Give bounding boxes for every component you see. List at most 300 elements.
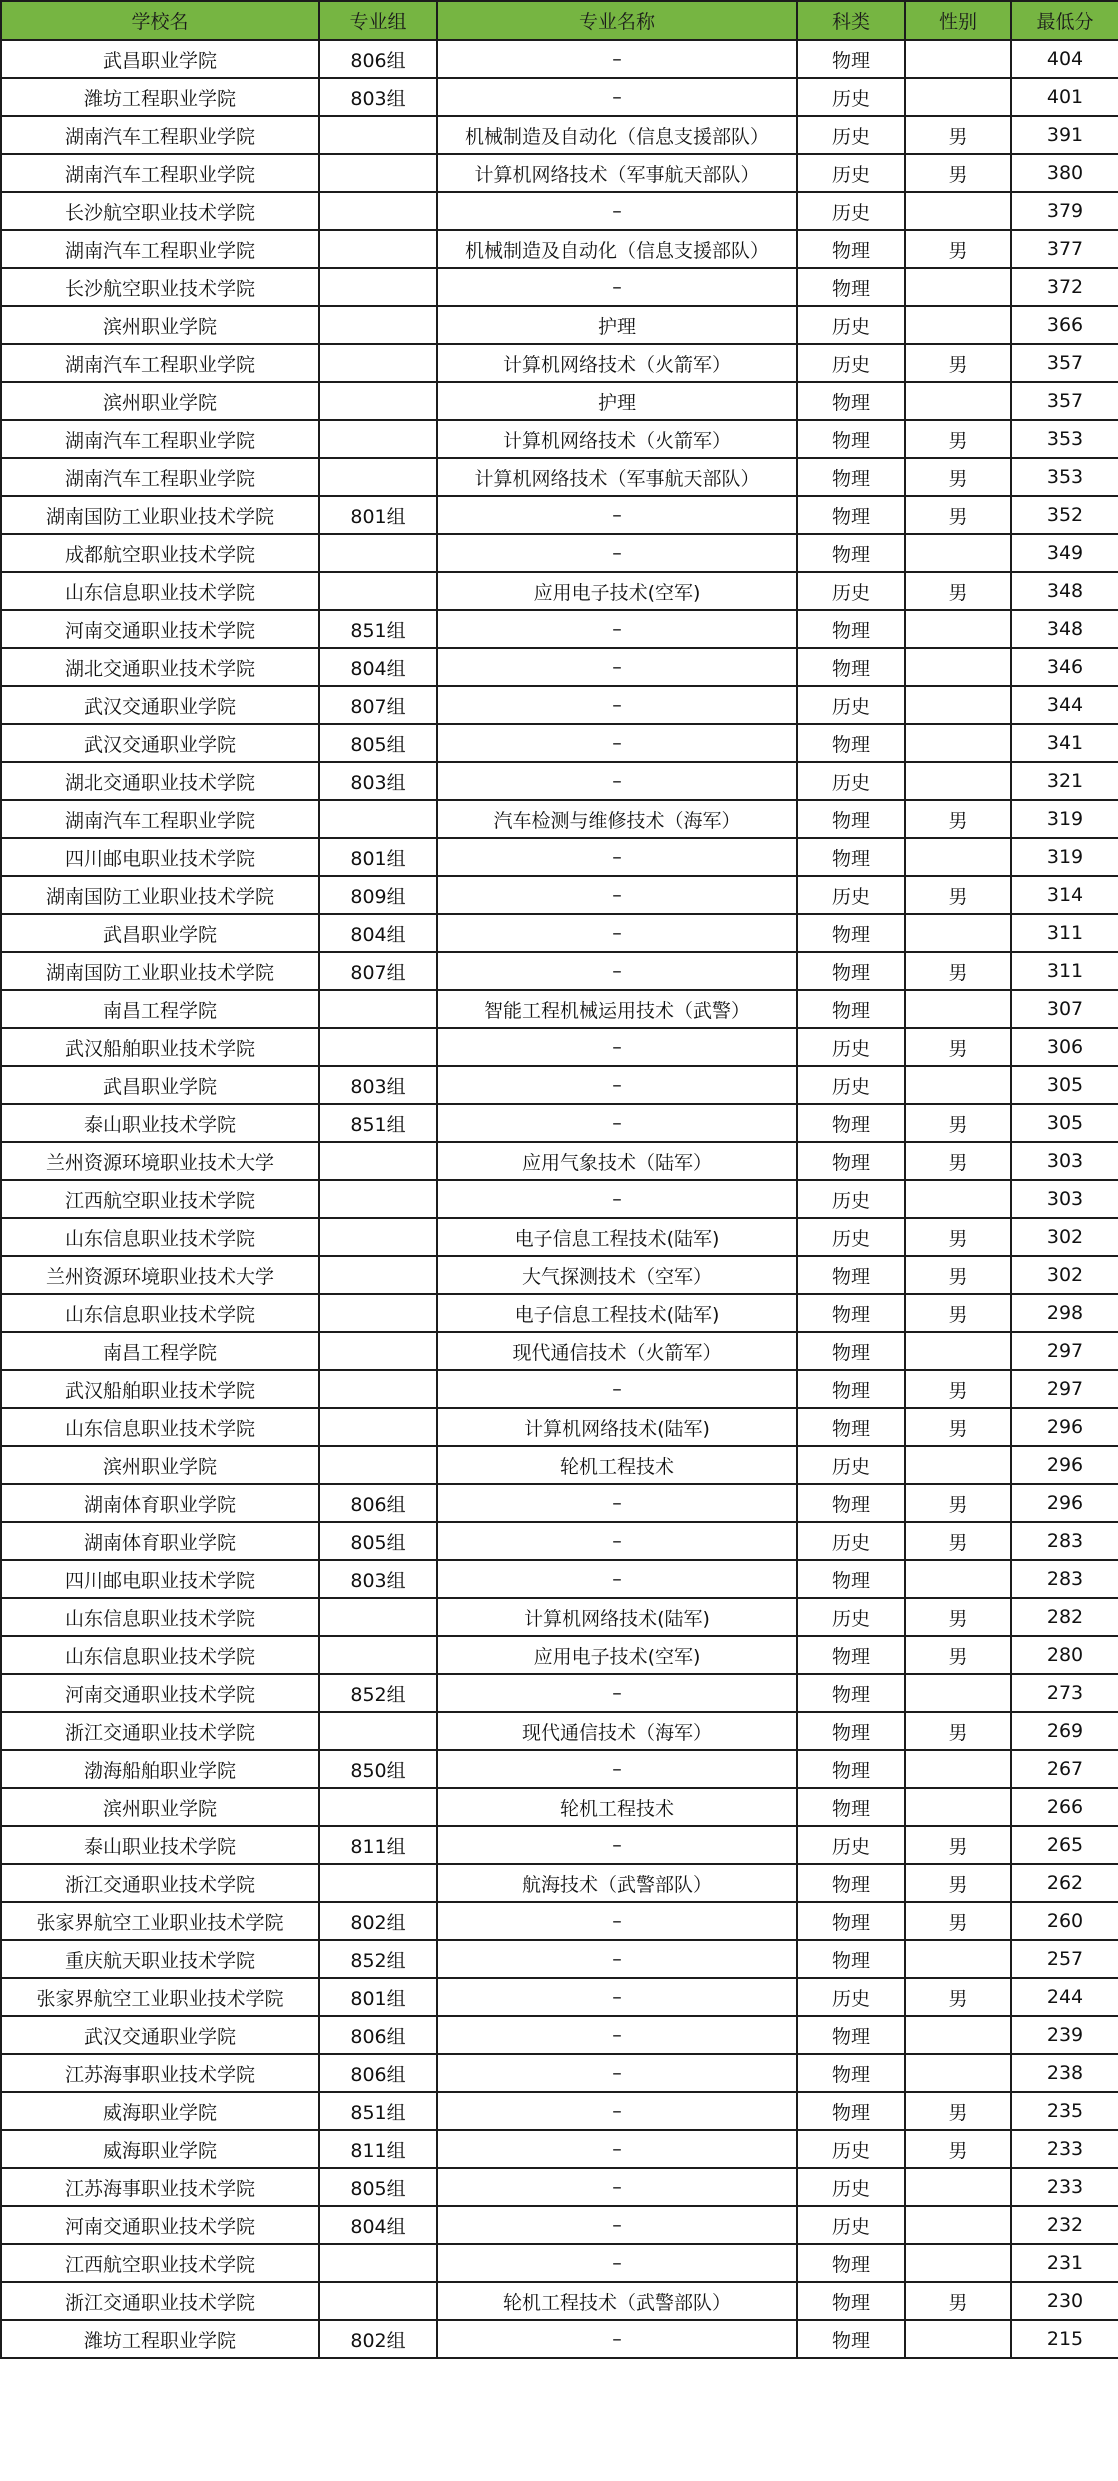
major-group-cell: 806组	[319, 1484, 437, 1522]
major-name-cell: 大气探测技术（空军）	[437, 1256, 797, 1294]
major-name-cell: 应用电子技术(空军)	[437, 572, 797, 610]
table-row	[1, 724, 1118, 762]
major-group-cell: 801组	[319, 838, 437, 876]
major-group-cell: 802组	[319, 1902, 437, 1940]
table-row	[1, 1104, 1118, 1142]
major-name-cell: 现代通信技术（火箭军）	[437, 1332, 797, 1370]
gender-cell: 男	[905, 1028, 1011, 1066]
major-group-cell: 851组	[319, 1104, 437, 1142]
major-name-cell: 计算机网络技术（火箭军）	[437, 344, 797, 382]
min-score-cell: 346	[1011, 648, 1118, 686]
table-row	[1, 382, 1118, 420]
school-name-cell: 武汉交通职业学院	[1, 686, 319, 724]
school-name-cell: 山东信息职业技术学院	[1, 1408, 319, 1446]
major-name-cell: 电子信息工程技术(陆军)	[437, 1218, 797, 1256]
school-name-cell: 江苏海事职业技术学院	[1, 2168, 319, 2206]
subject-category-cell: 物理	[797, 1864, 905, 1902]
gender-cell	[905, 838, 1011, 876]
min-score-cell: 348	[1011, 610, 1118, 648]
subject-category-cell: 物理	[797, 40, 905, 78]
gender-cell: 男	[905, 1256, 1011, 1294]
major-group-cell	[319, 382, 437, 420]
major-name-cell: –	[437, 268, 797, 306]
major-group-cell: 852组	[319, 1674, 437, 1712]
major-group-cell: 803组	[319, 78, 437, 116]
gender-cell	[905, 2016, 1011, 2054]
table-row	[1, 40, 1118, 78]
major-group-cell	[319, 306, 437, 344]
major-name-cell: 计算机网络技术（火箭军）	[437, 420, 797, 458]
major-group-cell: 809组	[319, 876, 437, 914]
table-row	[1, 1218, 1118, 1256]
subject-category-cell: 历史	[797, 2168, 905, 2206]
school-name-cell: 泰山职业技术学院	[1, 1104, 319, 1142]
gender-cell: 男	[905, 952, 1011, 990]
major-name-cell: 护理	[437, 306, 797, 344]
min-score-cell: 305	[1011, 1104, 1118, 1142]
major-group-cell	[319, 1142, 437, 1180]
major-group-cell	[319, 572, 437, 610]
subject-category-cell: 历史	[797, 1522, 905, 1560]
min-score-cell: 298	[1011, 1294, 1118, 1332]
table-row	[1, 2320, 1118, 2358]
major-group-cell	[319, 1218, 437, 1256]
min-score-cell: 233	[1011, 2168, 1118, 2206]
gender-cell: 男	[905, 2092, 1011, 2130]
subject-category-cell: 历史	[797, 306, 905, 344]
school-name-cell: 湖南汽车工程职业学院	[1, 458, 319, 496]
subject-category-cell: 物理	[797, 1370, 905, 1408]
major-name-cell: –	[437, 952, 797, 990]
major-name-cell: –	[437, 2016, 797, 2054]
subject-category-cell: 历史	[797, 2206, 905, 2244]
table-row	[1, 1028, 1118, 1066]
min-score-cell: 296	[1011, 1484, 1118, 1522]
gender-cell	[905, 686, 1011, 724]
major-group-cell	[319, 1332, 437, 1370]
min-score-cell: 297	[1011, 1370, 1118, 1408]
min-score-cell: 267	[1011, 1750, 1118, 1788]
table-row	[1, 1066, 1118, 1104]
table-row	[1, 1522, 1118, 1560]
subject-category-cell: 历史	[797, 1066, 905, 1104]
gender-cell: 男	[905, 876, 1011, 914]
major-name-cell: –	[437, 1370, 797, 1408]
major-group-cell: 803组	[319, 762, 437, 800]
table-row	[1, 496, 1118, 534]
gender-cell	[905, 1066, 1011, 1104]
gender-cell	[905, 1332, 1011, 1370]
gender-cell	[905, 1788, 1011, 1826]
header-major-name: 专业名称	[437, 1, 797, 40]
subject-category-cell: 物理	[797, 534, 905, 572]
min-score-cell: 311	[1011, 914, 1118, 952]
gender-cell: 男	[905, 344, 1011, 382]
table-row	[1, 1978, 1118, 2016]
school-name-cell: 张家界航空工业职业技术学院	[1, 1978, 319, 2016]
subject-category-cell: 历史	[797, 192, 905, 230]
min-score-cell: 401	[1011, 78, 1118, 116]
table-row	[1, 2054, 1118, 2092]
major-group-cell	[319, 2282, 437, 2320]
table-row	[1, 1940, 1118, 1978]
major-group-cell	[319, 1864, 437, 1902]
major-name-cell: –	[437, 2092, 797, 2130]
school-name-cell: 山东信息职业技术学院	[1, 1218, 319, 1256]
major-group-cell: 811组	[319, 2130, 437, 2168]
school-name-cell: 江西航空职业技术学院	[1, 2244, 319, 2282]
table-row	[1, 762, 1118, 800]
min-score-cell: 341	[1011, 724, 1118, 762]
min-score-cell: 232	[1011, 2206, 1118, 2244]
table-row	[1, 1902, 1118, 1940]
table-row	[1, 268, 1118, 306]
school-name-cell: 湖南汽车工程职业学院	[1, 230, 319, 268]
school-name-cell: 武昌职业学院	[1, 1066, 319, 1104]
table-row	[1, 800, 1118, 838]
major-name-cell: –	[437, 914, 797, 952]
major-group-cell: 806组	[319, 40, 437, 78]
subject-category-cell: 物理	[797, 1408, 905, 1446]
table-row	[1, 2092, 1118, 2130]
major-name-cell: –	[437, 1180, 797, 1218]
min-score-cell: 372	[1011, 268, 1118, 306]
subject-category-cell: 物理	[797, 1636, 905, 1674]
school-name-cell: 成都航空职业技术学院	[1, 534, 319, 572]
subject-category-cell: 物理	[797, 952, 905, 990]
school-name-cell: 湖南体育职业学院	[1, 1522, 319, 1560]
major-name-cell: –	[437, 2206, 797, 2244]
major-group-cell	[319, 1180, 437, 1218]
subject-category-cell: 历史	[797, 876, 905, 914]
major-group-cell	[319, 800, 437, 838]
major-name-cell: –	[437, 2168, 797, 2206]
major-group-cell	[319, 990, 437, 1028]
header-major-group: 专业组	[319, 1, 437, 40]
gender-cell	[905, 534, 1011, 572]
school-name-cell: 湖北交通职业技术学院	[1, 648, 319, 686]
min-score-cell: 283	[1011, 1560, 1118, 1598]
table-row	[1, 686, 1118, 724]
table-row	[1, 2244, 1118, 2282]
major-name-cell: –	[437, 1066, 797, 1104]
subject-category-cell: 物理	[797, 914, 905, 952]
major-group-cell: 807组	[319, 686, 437, 724]
major-name-cell: 汽车检测与维修技术（海军）	[437, 800, 797, 838]
school-name-cell: 威海职业学院	[1, 2130, 319, 2168]
major-name-cell: –	[437, 78, 797, 116]
school-name-cell: 山东信息职业技术学院	[1, 572, 319, 610]
gender-cell: 男	[905, 1826, 1011, 1864]
major-group-cell	[319, 534, 437, 572]
school-name-cell: 滨州职业学院	[1, 1788, 319, 1826]
school-name-cell: 湖南汽车工程职业学院	[1, 116, 319, 154]
gender-cell: 男	[905, 1522, 1011, 1560]
table-row	[1, 230, 1118, 268]
subject-category-cell: 物理	[797, 1294, 905, 1332]
min-score-cell: 231	[1011, 2244, 1118, 2282]
gender-cell: 男	[905, 230, 1011, 268]
gender-cell	[905, 1750, 1011, 1788]
gender-cell: 男	[905, 1370, 1011, 1408]
min-score-cell: 379	[1011, 192, 1118, 230]
major-group-cell	[319, 230, 437, 268]
min-score-cell: 404	[1011, 40, 1118, 78]
subject-category-cell: 物理	[797, 1256, 905, 1294]
school-name-cell: 湖南汽车工程职业学院	[1, 344, 319, 382]
gender-cell	[905, 78, 1011, 116]
major-group-cell	[319, 1788, 437, 1826]
major-name-cell: –	[437, 2320, 797, 2358]
min-score-cell: 230	[1011, 2282, 1118, 2320]
subject-category-cell: 物理	[797, 1940, 905, 1978]
major-group-cell: 811组	[319, 1826, 437, 1864]
school-name-cell: 南昌工程学院	[1, 1332, 319, 1370]
min-score-cell: 357	[1011, 382, 1118, 420]
table-row	[1, 1408, 1118, 1446]
major-name-cell: 机械制造及自动化（信息支援部队）	[437, 230, 797, 268]
major-group-cell	[319, 1294, 437, 1332]
table-row	[1, 1636, 1118, 1674]
gender-cell: 男	[905, 1218, 1011, 1256]
subject-category-cell: 历史	[797, 1028, 905, 1066]
min-score-cell: 238	[1011, 2054, 1118, 2092]
min-score-cell: 244	[1011, 1978, 1118, 2016]
school-name-cell: 渤海船舶职业学院	[1, 1750, 319, 1788]
table-row	[1, 914, 1118, 952]
school-name-cell: 江苏海事职业技术学院	[1, 2054, 319, 2092]
min-score-cell: 262	[1011, 1864, 1118, 1902]
min-score-cell: 321	[1011, 762, 1118, 800]
table-row	[1, 534, 1118, 572]
subject-category-cell: 物理	[797, 496, 905, 534]
major-name-cell: –	[437, 1104, 797, 1142]
min-score-cell: 233	[1011, 2130, 1118, 2168]
major-name-cell: 计算机网络技术（军事航天部队）	[437, 154, 797, 192]
major-group-cell	[319, 1446, 437, 1484]
table-row	[1, 116, 1118, 154]
table-row	[1, 1864, 1118, 1902]
min-score-cell: 357	[1011, 344, 1118, 382]
major-group-cell	[319, 116, 437, 154]
school-name-cell: 湖南体育职业学院	[1, 1484, 319, 1522]
school-name-cell: 河南交通职业技术学院	[1, 1674, 319, 1712]
gender-cell	[905, 1940, 1011, 1978]
major-group-cell	[319, 1256, 437, 1294]
gender-cell	[905, 724, 1011, 762]
gender-cell: 男	[905, 800, 1011, 838]
major-name-cell: –	[437, 1940, 797, 1978]
table-row	[1, 2130, 1118, 2168]
header-school-name: 学校名	[1, 1, 319, 40]
subject-category-cell: 物理	[797, 2016, 905, 2054]
gender-cell	[905, 40, 1011, 78]
major-group-cell	[319, 2244, 437, 2282]
table-row	[1, 1788, 1118, 1826]
gender-cell	[905, 382, 1011, 420]
major-group-cell: 807组	[319, 952, 437, 990]
table-row	[1, 1598, 1118, 1636]
table-row	[1, 306, 1118, 344]
subject-category-cell: 物理	[797, 1674, 905, 1712]
gender-cell	[905, 2206, 1011, 2244]
major-group-cell: 801组	[319, 1978, 437, 2016]
school-name-cell: 山东信息职业技术学院	[1, 1598, 319, 1636]
gender-cell	[905, 192, 1011, 230]
subject-category-cell: 物理	[797, 610, 905, 648]
major-name-cell: –	[437, 1750, 797, 1788]
school-name-cell: 重庆航天职业技术学院	[1, 1940, 319, 1978]
subject-category-cell: 物理	[797, 724, 905, 762]
min-score-cell: 303	[1011, 1142, 1118, 1180]
gender-cell	[905, 914, 1011, 952]
major-name-cell: –	[437, 724, 797, 762]
gender-cell	[905, 2244, 1011, 2282]
gender-cell	[905, 2168, 1011, 2206]
min-score-cell: 235	[1011, 2092, 1118, 2130]
major-group-cell	[319, 458, 437, 496]
major-group-cell: 805组	[319, 2168, 437, 2206]
subject-category-cell: 物理	[797, 2320, 905, 2358]
subject-category-cell: 历史	[797, 1826, 905, 1864]
school-name-cell: 四川邮电职业技术学院	[1, 838, 319, 876]
min-score-cell: 307	[1011, 990, 1118, 1028]
gender-cell	[905, 1674, 1011, 1712]
min-score-cell: 265	[1011, 1826, 1118, 1864]
subject-category-cell: 历史	[797, 78, 905, 116]
major-name-cell: –	[437, 1826, 797, 1864]
major-name-cell: 智能工程机械运用技术（武警）	[437, 990, 797, 1028]
major-name-cell: –	[437, 2244, 797, 2282]
min-score-cell: 314	[1011, 876, 1118, 914]
major-group-cell	[319, 1712, 437, 1750]
min-score-cell: 296	[1011, 1446, 1118, 1484]
gender-cell	[905, 610, 1011, 648]
school-name-cell: 滨州职业学院	[1, 382, 319, 420]
header-min-score: 最低分	[1011, 1, 1118, 40]
gender-cell	[905, 2320, 1011, 2358]
subject-category-cell: 物理	[797, 458, 905, 496]
school-name-cell: 长沙航空职业技术学院	[1, 268, 319, 306]
min-score-cell: 353	[1011, 420, 1118, 458]
gender-cell	[905, 990, 1011, 1028]
subject-category-cell: 历史	[797, 116, 905, 154]
school-name-cell: 武汉船舶职业技术学院	[1, 1370, 319, 1408]
table-row	[1, 1674, 1118, 1712]
major-group-cell	[319, 192, 437, 230]
table-row	[1, 2016, 1118, 2054]
table-row	[1, 2206, 1118, 2244]
gender-cell: 男	[905, 1294, 1011, 1332]
table-row	[1, 1256, 1118, 1294]
table-row	[1, 344, 1118, 382]
subject-category-cell: 历史	[797, 1218, 905, 1256]
school-name-cell: 湖南汽车工程职业学院	[1, 154, 319, 192]
gender-cell: 男	[905, 572, 1011, 610]
major-name-cell: –	[437, 1978, 797, 2016]
school-name-cell: 湖北交通职业技术学院	[1, 762, 319, 800]
major-name-cell: –	[437, 1674, 797, 1712]
gender-cell	[905, 268, 1011, 306]
gender-cell	[905, 306, 1011, 344]
major-name-cell: –	[437, 1902, 797, 1940]
major-group-cell: 804组	[319, 648, 437, 686]
school-name-cell: 江西航空职业技术学院	[1, 1180, 319, 1218]
subject-category-cell: 物理	[797, 800, 905, 838]
min-score-cell: 349	[1011, 534, 1118, 572]
major-name-cell: 计算机网络技术（军事航天部队）	[437, 458, 797, 496]
table-row	[1, 648, 1118, 686]
gender-cell	[905, 2054, 1011, 2092]
school-name-cell: 湖南国防工业职业技术学院	[1, 496, 319, 534]
min-score-cell: 380	[1011, 154, 1118, 192]
subject-category-cell: 物理	[797, 1902, 905, 1940]
major-name-cell: –	[437, 1560, 797, 1598]
major-group-cell: 850组	[319, 1750, 437, 1788]
major-name-cell: –	[437, 762, 797, 800]
subject-category-cell: 物理	[797, 1142, 905, 1180]
min-score-cell: 305	[1011, 1066, 1118, 1104]
min-score-cell: 215	[1011, 2320, 1118, 2358]
major-name-cell: 轮机工程技术	[437, 1788, 797, 1826]
table-row	[1, 420, 1118, 458]
major-group-cell	[319, 344, 437, 382]
major-name-cell: 应用气象技术（陆军）	[437, 1142, 797, 1180]
subject-category-cell: 历史	[797, 2130, 905, 2168]
subject-category-cell: 物理	[797, 648, 905, 686]
major-name-cell: –	[437, 1522, 797, 1560]
major-name-cell: 机械制造及自动化（信息支援部队）	[437, 116, 797, 154]
min-score-cell: 302	[1011, 1218, 1118, 1256]
gender-cell: 男	[905, 1712, 1011, 1750]
school-name-cell: 兰州资源环境职业技术大学	[1, 1142, 319, 1180]
school-name-cell: 武汉交通职业学院	[1, 724, 319, 762]
school-name-cell: 浙江交通职业技术学院	[1, 1712, 319, 1750]
subject-category-cell: 历史	[797, 1598, 905, 1636]
school-name-cell: 潍坊工程职业学院	[1, 2320, 319, 2358]
major-group-cell: 802组	[319, 2320, 437, 2358]
table-row	[1, 838, 1118, 876]
school-name-cell: 张家界航空工业职业技术学院	[1, 1902, 319, 1940]
gender-cell: 男	[905, 420, 1011, 458]
major-name-cell: –	[437, 2054, 797, 2092]
table-row	[1, 610, 1118, 648]
min-score-cell: 302	[1011, 1256, 1118, 1294]
school-name-cell: 长沙航空职业技术学院	[1, 192, 319, 230]
min-score-cell: 280	[1011, 1636, 1118, 1674]
table-row	[1, 78, 1118, 116]
subject-category-cell: 历史	[797, 686, 905, 724]
major-group-cell: 805组	[319, 1522, 437, 1560]
school-name-cell: 威海职业学院	[1, 2092, 319, 2130]
table-row	[1, 154, 1118, 192]
gender-cell	[905, 1180, 1011, 1218]
subject-category-cell: 历史	[797, 1180, 905, 1218]
subject-category-cell: 物理	[797, 1750, 905, 1788]
major-name-cell: –	[437, 876, 797, 914]
min-score-cell: 266	[1011, 1788, 1118, 1826]
gender-cell: 男	[905, 1598, 1011, 1636]
subject-category-cell: 物理	[797, 382, 905, 420]
min-score-cell: 296	[1011, 1408, 1118, 1446]
major-group-cell: 803组	[319, 1560, 437, 1598]
min-score-cell: 311	[1011, 952, 1118, 990]
subject-category-cell: 历史	[797, 344, 905, 382]
school-name-cell: 四川邮电职业技术学院	[1, 1560, 319, 1598]
gender-cell: 男	[905, 2130, 1011, 2168]
gender-cell: 男	[905, 1104, 1011, 1142]
gender-cell: 男	[905, 1636, 1011, 1674]
